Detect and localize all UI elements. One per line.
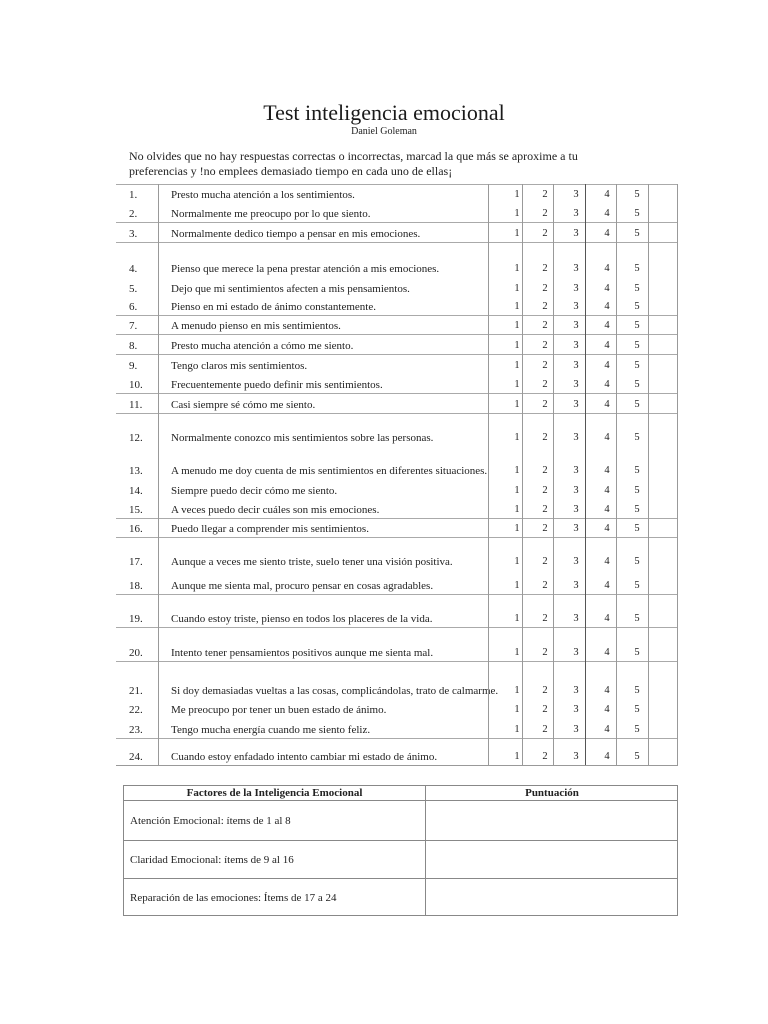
score-option-4[interactable]: 4 bbox=[604, 685, 610, 696]
table-row bbox=[116, 203, 678, 222]
score-option-5[interactable]: 5 bbox=[634, 504, 640, 515]
score-option-3[interactable]: 3 bbox=[573, 613, 579, 624]
score-option-5[interactable]: 5 bbox=[634, 379, 640, 390]
score-option-2[interactable]: 2 bbox=[542, 360, 548, 371]
score-option-2[interactable]: 2 bbox=[542, 208, 548, 219]
score-option-1[interactable]: 1 bbox=[514, 724, 520, 735]
table-row bbox=[116, 277, 678, 297]
score-option-2[interactable]: 2 bbox=[542, 263, 548, 274]
score-option-2[interactable]: 2 bbox=[542, 379, 548, 390]
score-option-2[interactable]: 2 bbox=[542, 613, 548, 624]
score-option-1[interactable]: 1 bbox=[514, 580, 520, 591]
item-text: Normalmente dedico tiempo a pensar en mis emociones. bbox=[171, 228, 421, 240]
score-option-3[interactable]: 3 bbox=[573, 704, 579, 715]
score-option-1[interactable]: 1 bbox=[514, 485, 520, 496]
score-option-1[interactable]: 1 bbox=[514, 613, 520, 624]
score-option-5[interactable]: 5 bbox=[634, 523, 640, 534]
item-text: Presto mucha atención a cómo me siento. bbox=[171, 340, 354, 352]
score-option-1[interactable]: 1 bbox=[514, 340, 520, 351]
table-row bbox=[116, 537, 678, 570]
score-cell[interactable] bbox=[426, 841, 677, 878]
score-option-2[interactable]: 2 bbox=[542, 189, 548, 200]
table-row bbox=[116, 374, 678, 393]
column-rule bbox=[158, 184, 159, 765]
score-option-4[interactable]: 4 bbox=[604, 228, 610, 239]
table-row bbox=[116, 499, 678, 518]
item-text: Normalmente conozco mis sentimientos sobre las personas. bbox=[171, 432, 434, 444]
score-option-3[interactable]: 3 bbox=[573, 340, 579, 351]
item-number: 14. bbox=[129, 485, 143, 497]
items-table bbox=[116, 184, 678, 766]
item-text: Aunque a veces me siento triste, suelo tener una visión positiva. bbox=[171, 556, 453, 568]
score-option-1[interactable]: 1 bbox=[514, 263, 520, 274]
score-option-5[interactable]: 5 bbox=[634, 189, 640, 200]
item-text: Tengo claros mis sentimientos. bbox=[171, 360, 308, 372]
item-text: A menudo me doy cuenta de mis sentimientos en diferentes situaciones. bbox=[171, 465, 488, 477]
score-option-5[interactable]: 5 bbox=[634, 263, 640, 274]
table-row bbox=[116, 184, 678, 203]
column-rule bbox=[522, 184, 523, 765]
score-option-3[interactable]: 3 bbox=[573, 320, 579, 331]
item-text: Si doy demasiadas vueltas a las cosas, complicándolas, trato de calmarme. bbox=[171, 685, 499, 697]
item-number: 16. bbox=[129, 523, 143, 535]
score-option-3[interactable]: 3 bbox=[573, 580, 579, 591]
score-option-5[interactable]: 5 bbox=[634, 724, 640, 735]
score-option-4[interactable]: 4 bbox=[604, 360, 610, 371]
score-option-3[interactable]: 3 bbox=[573, 189, 579, 200]
score-option-2[interactable]: 2 bbox=[542, 432, 548, 443]
item-number: 5. bbox=[129, 283, 138, 295]
table-row bbox=[116, 518, 678, 537]
column-rule bbox=[648, 184, 649, 765]
table-row bbox=[116, 222, 678, 242]
score-option-3[interactable]: 3 bbox=[573, 399, 579, 410]
table-row bbox=[116, 718, 678, 738]
score-option-4[interactable]: 4 bbox=[604, 724, 610, 735]
score-option-2[interactable]: 2 bbox=[542, 301, 548, 312]
score-cell[interactable] bbox=[426, 801, 677, 840]
column-rule bbox=[616, 184, 617, 765]
score-option-4[interactable]: 4 bbox=[604, 613, 610, 624]
score-option-2[interactable]: 2 bbox=[542, 556, 548, 567]
item-text: Casi siempre sé cómo me siento. bbox=[171, 399, 316, 411]
item-number: 20. bbox=[129, 647, 143, 659]
score-option-1[interactable]: 1 bbox=[514, 228, 520, 239]
table-row bbox=[116, 393, 678, 413]
item-text: Dejo que mi sentimientos afecten a mis pensamientos. bbox=[171, 283, 410, 295]
item-text: A veces puedo decir cuáles son mis emociones. bbox=[171, 504, 380, 516]
item-number: 8. bbox=[129, 340, 138, 352]
item-number: 6. bbox=[129, 301, 138, 313]
factors-header bbox=[124, 786, 677, 801]
score-option-4[interactable]: 4 bbox=[604, 504, 610, 515]
table-row bbox=[116, 334, 678, 354]
score-option-2[interactable]: 2 bbox=[542, 523, 548, 534]
score-option-2[interactable]: 2 bbox=[542, 724, 548, 735]
score-option-1[interactable]: 1 bbox=[514, 432, 520, 443]
score-option-2[interactable]: 2 bbox=[542, 399, 548, 410]
item-number: 13. bbox=[129, 465, 143, 477]
table-row bbox=[116, 315, 678, 334]
score-option-2[interactable]: 2 bbox=[542, 340, 548, 351]
item-number: 10. bbox=[129, 379, 143, 391]
item-text: Pienso que merece la pena prestar atención a mis emociones. bbox=[171, 263, 440, 275]
score-option-3[interactable]: 3 bbox=[573, 379, 579, 390]
item-number: 24. bbox=[129, 751, 143, 763]
column-rule bbox=[585, 184, 586, 765]
factor-label: Atención Emocional: ítems de 1 al 8 bbox=[130, 815, 291, 827]
item-text: Normalmente me preocupo por lo que siento. bbox=[171, 208, 371, 220]
item-text: Intento tener pensamientos positivos aunque me sienta mal. bbox=[171, 647, 434, 659]
score-option-4[interactable]: 4 bbox=[604, 320, 610, 331]
score-option-4[interactable]: 4 bbox=[604, 189, 610, 200]
score-option-4[interactable]: 4 bbox=[604, 556, 610, 567]
column-rule bbox=[488, 184, 489, 765]
score-option-3[interactable]: 3 bbox=[573, 301, 579, 312]
score-option-2[interactable]: 2 bbox=[542, 704, 548, 715]
score-option-4[interactable]: 4 bbox=[604, 465, 610, 476]
score-option-3[interactable]: 3 bbox=[573, 724, 579, 735]
score-option-4[interactable]: 4 bbox=[604, 340, 610, 351]
score-option-4[interactable]: 4 bbox=[604, 485, 610, 496]
score-option-5[interactable]: 5 bbox=[634, 704, 640, 715]
factors-header-factor: Factores de la Inteligencia Emocional bbox=[186, 787, 363, 799]
table-row bbox=[116, 413, 678, 446]
table-row bbox=[116, 297, 678, 315]
factor-row bbox=[124, 801, 677, 840]
instructions: No olvides que no hay respuestas correctas o incorrectas, marcad la que más se aproxime a tu preferencias y !no emplees demasiado tiempo en cada uno de ellas¡ bbox=[129, 149, 578, 178]
score-option-5[interactable]: 5 bbox=[634, 580, 640, 591]
score-option-2[interactable]: 2 bbox=[542, 504, 548, 515]
score-option-3[interactable]: 3 bbox=[573, 432, 579, 443]
score-option-5[interactable]: 5 bbox=[634, 283, 640, 294]
score-option-2[interactable]: 2 bbox=[542, 685, 548, 696]
score-option-5[interactable]: 5 bbox=[634, 556, 640, 567]
score-option-1[interactable]: 1 bbox=[514, 504, 520, 515]
table-row bbox=[116, 699, 678, 718]
item-text: Aunque me sienta mal, procuro pensar en cosas agradables. bbox=[171, 580, 434, 592]
score-option-5[interactable]: 5 bbox=[634, 685, 640, 696]
score-option-2[interactable]: 2 bbox=[542, 647, 548, 658]
item-text: Frecuentemente puedo definir mis sentimientos. bbox=[171, 379, 383, 391]
item-text: Siempre puedo decir cómo me siento. bbox=[171, 485, 338, 497]
score-option-4[interactable]: 4 bbox=[604, 704, 610, 715]
score-option-1[interactable]: 1 bbox=[514, 704, 520, 715]
column-rule bbox=[553, 184, 554, 765]
score-option-3[interactable]: 3 bbox=[573, 228, 579, 239]
score-option-1[interactable]: 1 bbox=[514, 685, 520, 696]
score-option-1[interactable]: 1 bbox=[514, 283, 520, 294]
score-option-2[interactable]: 2 bbox=[542, 580, 548, 591]
table-row bbox=[116, 242, 678, 277]
item-number: 22. bbox=[129, 704, 143, 716]
score-option-3[interactable]: 3 bbox=[573, 523, 579, 534]
score-option-4[interactable]: 4 bbox=[604, 523, 610, 534]
score-option-1[interactable]: 1 bbox=[514, 379, 520, 390]
item-number: 23. bbox=[129, 724, 143, 736]
column-rule bbox=[677, 184, 678, 765]
score-option-2[interactable]: 2 bbox=[542, 751, 548, 762]
item-number: 9. bbox=[129, 360, 138, 372]
score-option-4[interactable]: 4 bbox=[604, 751, 610, 762]
score-option-5[interactable]: 5 bbox=[634, 485, 640, 496]
score-option-5[interactable]: 5 bbox=[634, 301, 640, 312]
score-option-1[interactable]: 1 bbox=[514, 523, 520, 534]
item-text: Presto mucha atención a los sentimientos. bbox=[171, 189, 355, 201]
item-text: Pienso en mi estado de ánimo constantemente. bbox=[171, 301, 376, 313]
item-number: 3. bbox=[129, 228, 138, 240]
score-option-1[interactable]: 1 bbox=[514, 399, 520, 410]
score-option-1[interactable]: 1 bbox=[514, 320, 520, 331]
item-number: 7. bbox=[129, 320, 138, 332]
score-option-2[interactable]: 2 bbox=[542, 465, 548, 476]
item-text: Me preocupo por tener un buen estado de ánimo. bbox=[171, 704, 387, 716]
score-option-3[interactable]: 3 bbox=[573, 751, 579, 762]
score-option-5[interactable]: 5 bbox=[634, 340, 640, 351]
score-option-4[interactable]: 4 bbox=[604, 301, 610, 312]
item-text: A menudo pienso en mis sentimientos. bbox=[171, 320, 341, 332]
score-cell[interactable] bbox=[426, 879, 677, 916]
table-row bbox=[116, 479, 678, 499]
score-option-1[interactable]: 1 bbox=[514, 189, 520, 200]
item-number: 19. bbox=[129, 613, 143, 625]
score-option-1[interactable]: 1 bbox=[514, 751, 520, 762]
score-option-4[interactable]: 4 bbox=[604, 580, 610, 591]
score-option-3[interactable]: 3 bbox=[573, 263, 579, 274]
score-option-5[interactable]: 5 bbox=[634, 613, 640, 624]
item-text: Cuando estoy triste, pienso en todos los placeres de la vida. bbox=[171, 613, 433, 625]
score-option-5[interactable]: 5 bbox=[634, 432, 640, 443]
score-option-3[interactable]: 3 bbox=[573, 360, 579, 371]
item-number: 17. bbox=[129, 556, 143, 568]
score-option-3[interactable]: 3 bbox=[573, 283, 579, 294]
item-number: 12. bbox=[129, 432, 143, 444]
score-option-1[interactable]: 1 bbox=[514, 647, 520, 658]
score-option-4[interactable]: 4 bbox=[604, 379, 610, 390]
score-option-1[interactable]: 1 bbox=[514, 360, 520, 371]
score-option-4[interactable]: 4 bbox=[604, 263, 610, 274]
score-option-4[interactable]: 4 bbox=[604, 283, 610, 294]
score-option-4[interactable]: 4 bbox=[604, 208, 610, 219]
score-option-3[interactable]: 3 bbox=[573, 485, 579, 496]
item-number: 4. bbox=[129, 263, 138, 275]
author: Daniel Goleman bbox=[351, 126, 417, 137]
factors-table bbox=[123, 785, 678, 916]
score-option-1[interactable]: 1 bbox=[514, 208, 520, 219]
item-number: 21. bbox=[129, 685, 143, 697]
item-text: Cuando estoy enfadado intento cambiar mi estado de ánimo. bbox=[171, 751, 438, 763]
item-number: 2. bbox=[129, 208, 138, 220]
table-row bbox=[116, 738, 678, 765]
score-option-2[interactable]: 2 bbox=[542, 283, 548, 294]
score-option-3[interactable]: 3 bbox=[573, 465, 579, 476]
table-row bbox=[116, 446, 678, 479]
table-row bbox=[116, 354, 678, 374]
score-option-5[interactable]: 5 bbox=[634, 751, 640, 762]
score-option-3[interactable]: 3 bbox=[573, 685, 579, 696]
score-option-5[interactable]: 5 bbox=[634, 320, 640, 331]
score-option-2[interactable]: 2 bbox=[542, 485, 548, 496]
factor-row bbox=[124, 878, 677, 916]
score-option-5[interactable]: 5 bbox=[634, 208, 640, 219]
item-number: 18. bbox=[129, 580, 143, 592]
score-option-1[interactable]: 1 bbox=[514, 465, 520, 476]
item-number: 1. bbox=[129, 189, 138, 201]
score-option-5[interactable]: 5 bbox=[634, 647, 640, 658]
item-number: 15. bbox=[129, 504, 143, 516]
score-option-3[interactable]: 3 bbox=[573, 647, 579, 658]
score-option-4[interactable]: 4 bbox=[604, 432, 610, 443]
item-text: Puedo llegar a comprender mis sentimientos. bbox=[171, 523, 369, 535]
score-option-1[interactable]: 1 bbox=[514, 301, 520, 312]
score-option-5[interactable]: 5 bbox=[634, 228, 640, 239]
table-row bbox=[116, 627, 678, 661]
score-option-4[interactable]: 4 bbox=[604, 647, 610, 658]
score-option-5[interactable]: 5 bbox=[634, 360, 640, 371]
score-option-1[interactable]: 1 bbox=[514, 556, 520, 567]
factor-row bbox=[124, 840, 677, 878]
factor-label: Claridad Emocional: ítems de 9 al 16 bbox=[130, 854, 294, 866]
score-option-2[interactable]: 2 bbox=[542, 320, 548, 331]
table-row bbox=[116, 594, 678, 627]
table-row bbox=[116, 570, 678, 594]
factor-label: Reparación de las emociones: Ítems de 17 a 24 bbox=[130, 892, 337, 904]
score-option-2[interactable]: 2 bbox=[542, 228, 548, 239]
table-row bbox=[116, 661, 678, 699]
factors-header-score: Puntuación bbox=[525, 787, 579, 799]
score-option-5[interactable]: 5 bbox=[634, 399, 640, 410]
item-number: 11. bbox=[129, 399, 143, 411]
item-text: Tengo mucha energía cuando me siento feliz. bbox=[171, 724, 371, 736]
score-option-3[interactable]: 3 bbox=[573, 504, 579, 515]
score-option-3[interactable]: 3 bbox=[573, 208, 579, 219]
page-title: Test inteligencia emocional bbox=[263, 100, 505, 125]
score-option-5[interactable]: 5 bbox=[634, 465, 640, 476]
score-option-3[interactable]: 3 bbox=[573, 556, 579, 567]
score-option-4[interactable]: 4 bbox=[604, 399, 610, 410]
